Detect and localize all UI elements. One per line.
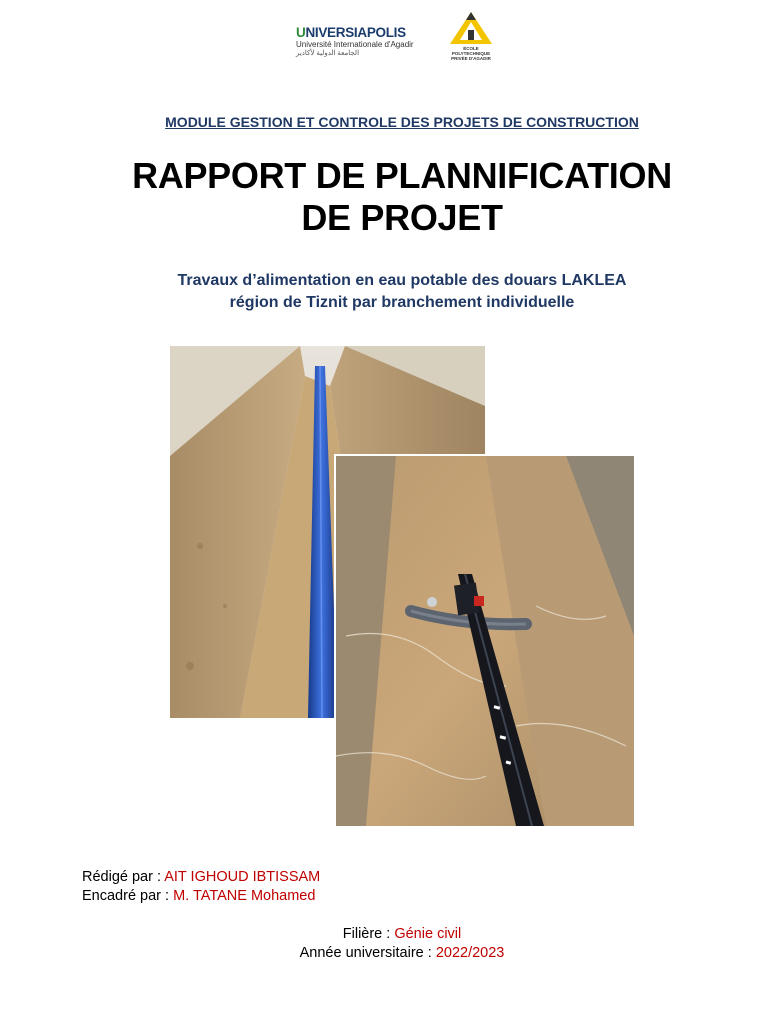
connection-black-pipe-photo bbox=[334, 454, 636, 828]
encadre-line: Encadré par : M. TATANE Mohamed bbox=[82, 888, 316, 904]
university-arabic-name: الجامعة الدولية لأكادير bbox=[296, 50, 360, 57]
annee-line: Année universitaire : 2022/2023 bbox=[299, 945, 505, 961]
polytechnique-logo bbox=[446, 10, 496, 66]
polytechnique-emblem-icon bbox=[446, 10, 496, 46]
university-subtitle: Université Internationale d'Agadir bbox=[296, 40, 414, 49]
filiere-line: Filière : Génie civil bbox=[342, 926, 462, 942]
report-title: RAPPORT DE PLANNIFICATION DE PROJET bbox=[132, 155, 672, 238]
university-name-initial: U bbox=[296, 25, 306, 40]
program-info bbox=[0, 925, 768, 963]
supervisor-name: M. TATANE Mohamed bbox=[173, 888, 316, 904]
university-name: NIVERSIAPOLIS bbox=[305, 25, 406, 40]
author-name: AIT IGHOUD IBTISSAM bbox=[164, 869, 321, 885]
header-logos bbox=[296, 10, 496, 66]
universiapolis-logo bbox=[296, 26, 420, 58]
author-credits bbox=[82, 868, 320, 906]
filiere-value: Génie civil bbox=[394, 926, 462, 942]
polytechnique-label: ÉCOLE POLYTECHNIQUE PRIVÉE D'AGADIR bbox=[451, 46, 491, 61]
module-title: MODULE GESTION ET CONTROLE DES PROJETS DE CONSTRUCTION bbox=[165, 114, 639, 130]
report-subtitle: Travaux d’alimentation en eau potable des douars LAKLEA région de Tiznit par branchement individuelle bbox=[177, 272, 627, 311]
redige-line: Rédigé par : AIT IGHOUD IBTISSAM bbox=[82, 869, 321, 885]
annee-value: 2022/2023 bbox=[435, 945, 505, 961]
